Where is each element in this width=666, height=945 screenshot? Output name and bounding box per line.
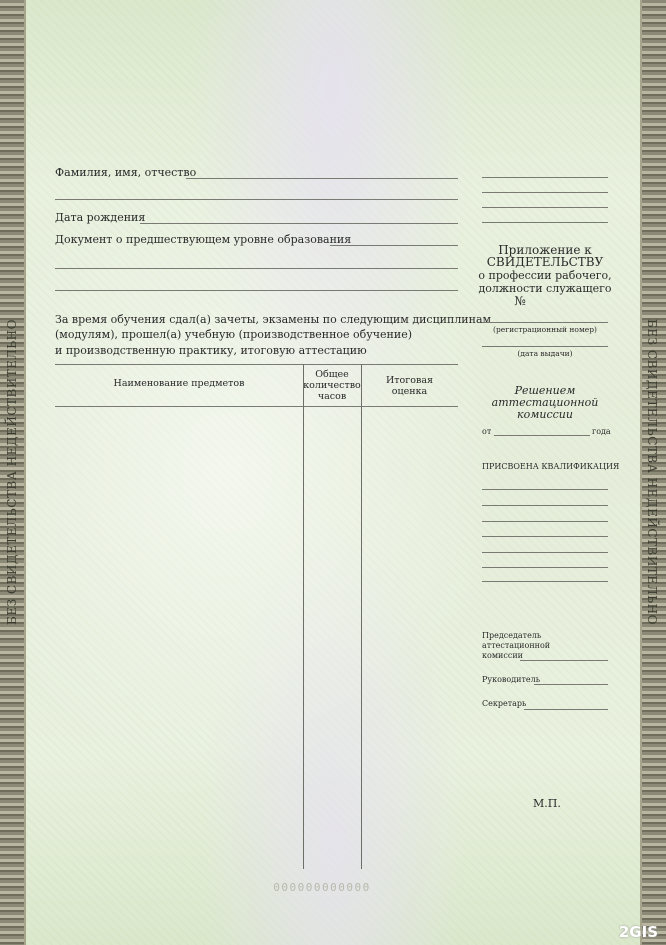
study-text-1: За время обучения сдал(а) зачеты, экзамены по следующим дисциплинам [55,313,492,326]
watermark-logo: 2GIS [618,923,658,941]
decision-line-1: Решением [514,384,576,397]
prev-edu-line-3 [55,290,458,291]
table-divider-2 [361,364,362,869]
study-text-3: и производственную практику, итоговую аттестацию [55,344,367,357]
chairman-sign-line [520,660,608,661]
right-top-line-4 [482,222,608,223]
appendix-title-2: СВИДЕТЕЛЬСТВУ [486,255,604,269]
chairman-label-3: комиссии [482,651,523,660]
side-text-right: БЕЗ СВИДЕТЕЛЬСТВА НЕДЕЙСТВИТЕЛЬНО [645,319,659,625]
chairman-label-2: аттестационной [482,641,551,650]
prev-edu-label: Документ о предшествующем уровне образования [55,233,352,246]
right-top-line-2 [482,192,608,193]
qualification-line-2 [482,505,608,506]
qualification-line-3 [482,521,608,522]
year-label: года [592,427,611,436]
decision-date-line [494,435,590,436]
table-top-line [55,364,458,365]
reg-number-caption: (регистрационный номер) [493,325,597,334]
from-label: от [482,427,492,436]
secretary-sign-line [524,709,608,710]
issue-date-caption: (дата выдачи) [517,349,573,358]
table-header-bottom-line [55,406,458,407]
decision-line-2: аттестационной [491,396,599,409]
col-grade-header-1: Итоговая [386,375,433,386]
birth-line [140,223,458,224]
qualification-line-6 [482,567,608,568]
fio-label: Фамилия, имя, отчество [55,166,197,179]
table-divider-1 [303,364,304,869]
col-hours-header-2: количество [303,380,361,391]
qualification-line-4 [482,536,608,537]
prev-edu-line-1 [330,245,458,246]
issue-date-line [482,346,608,347]
col-grade-header-2: оценка [391,386,428,397]
prev-edu-line-2 [55,268,458,269]
col-subjects-header: Наименование предметов [113,378,245,389]
qualification-line-5 [482,552,608,553]
qualification-line-1 [482,489,608,490]
col-hours-header-3: часов [317,391,347,402]
birth-label: Дата рождения [55,211,146,224]
decision-line-3: комиссии [517,408,573,421]
fio-line-1 [186,178,458,179]
number-sign: № [514,294,526,308]
fio-line-2 [55,199,458,200]
appendix-title-1: Приложение к [498,243,592,257]
side-text-left: БЕЗ СВИДЕТЕЛЬСТВА НЕДЕЙСТВИТЕЛЬНО [5,319,19,625]
secretary-label: Секретарь [482,699,527,708]
qualification-label: ПРИСВОЕНА КВАЛИФИКАЦИЯ [482,462,620,471]
head-label: Руководитель [482,675,541,684]
qualification-line-7 [482,581,608,582]
serial-number: 000000000000 [273,881,371,894]
right-top-line-1 [482,177,608,178]
head-sign-line [534,684,608,685]
col-hours-header-1: Общее [315,369,349,380]
study-text-2: (модулям), прошел(а) учебную (производственное обучение) [55,328,413,341]
reg-number-line [482,322,608,323]
right-top-line-3 [482,207,608,208]
appendix-title-3: о профессии рабочего, [478,269,612,282]
stamp-place: М.П. [533,797,561,810]
appendix-title-4: должности служащего [478,282,612,295]
chairman-label-1: Председатель [482,631,542,640]
